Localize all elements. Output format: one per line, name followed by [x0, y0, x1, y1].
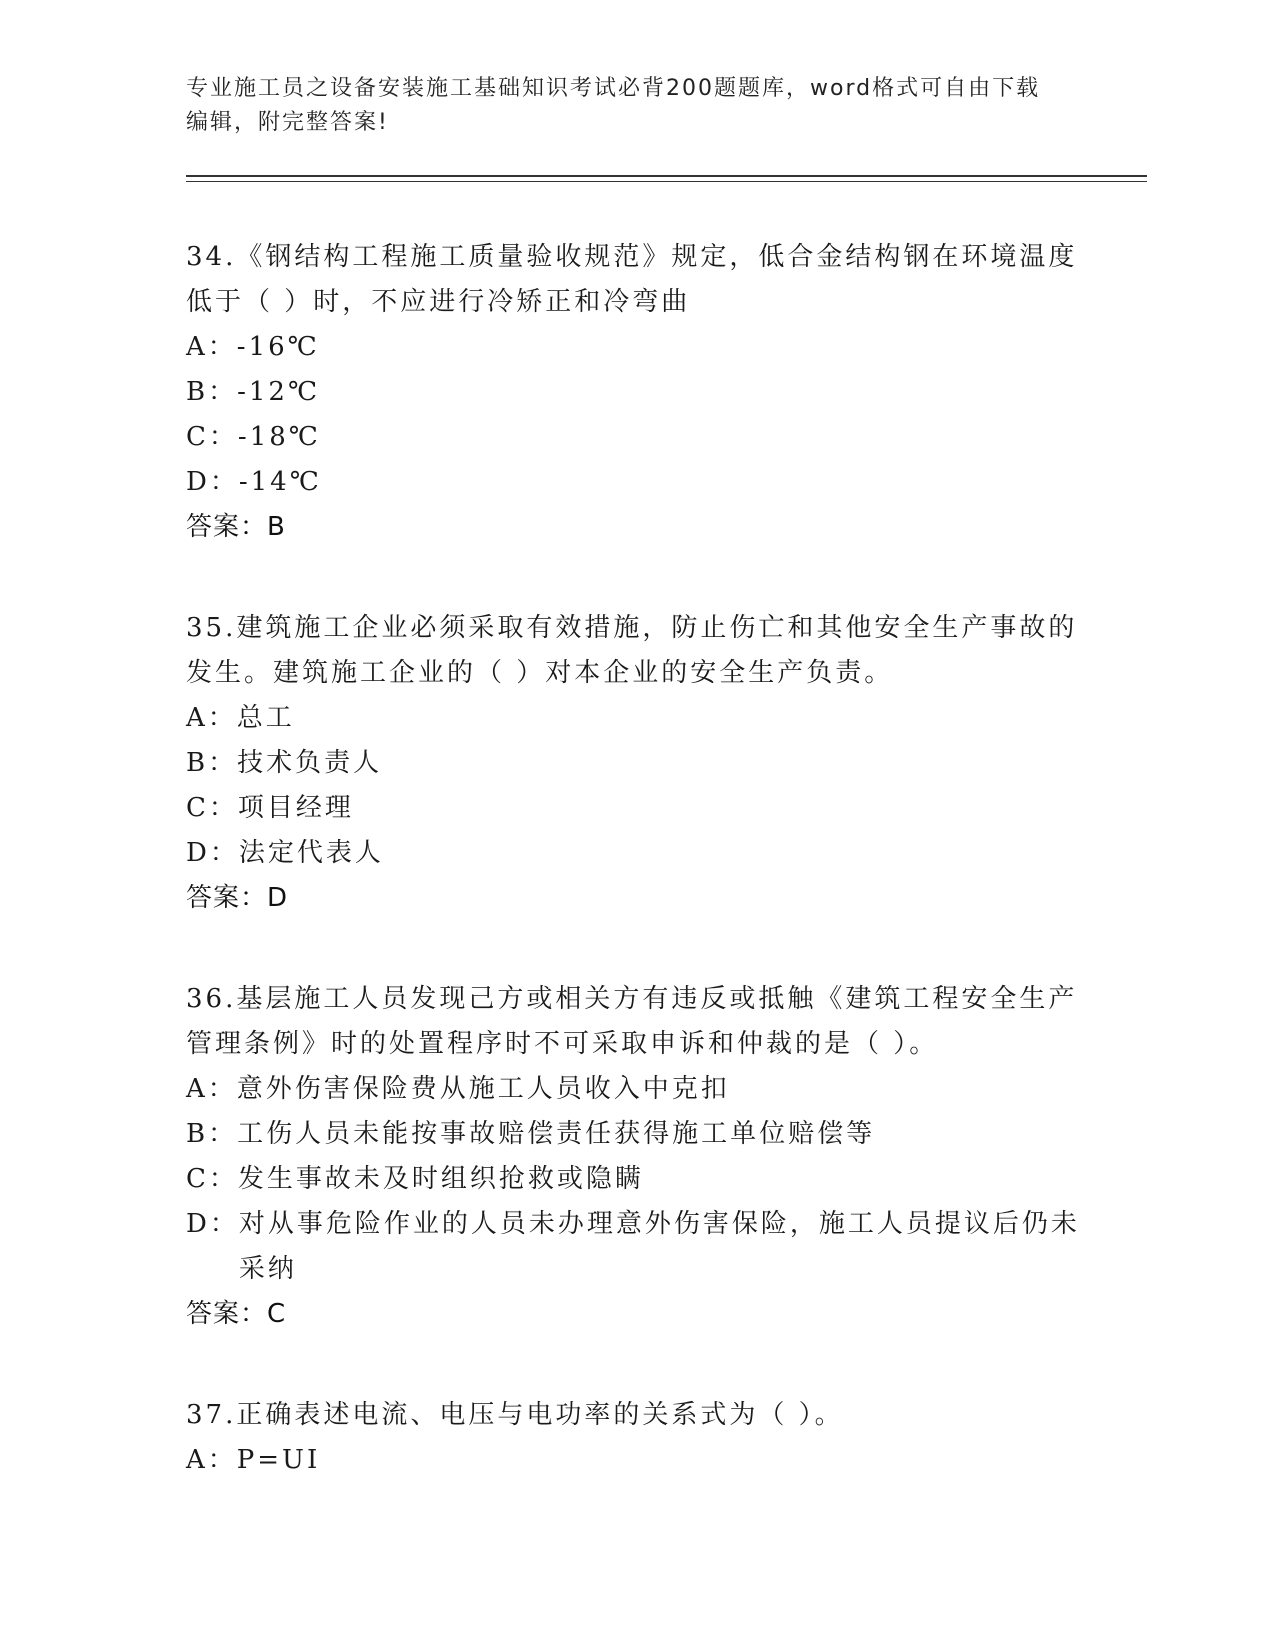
option-key: B： [186, 377, 238, 407]
header-line: 专业施工员之设备安装施工基础知识考试必背200题题库，word格式可自由下载 [186, 76, 1041, 101]
option-c [186, 1157, 1086, 1202]
answer-line: 答案：C [186, 1299, 287, 1329]
option-text: -18℃ [237, 422, 321, 452]
option-a [186, 325, 1086, 370]
option-text: 工伤人员未能按事故赔偿责任获得施工单位赔偿等 [237, 1119, 876, 1149]
option-text: 技术负责人 [237, 748, 383, 778]
option-a [186, 1067, 1086, 1112]
document-header [186, 72, 1086, 140]
option-key: C： [186, 422, 238, 452]
option-key: D： [186, 467, 239, 497]
option-text: -14℃ [238, 467, 322, 497]
option-key: D： [186, 838, 239, 868]
option-key: A： [186, 1445, 237, 1475]
option-text: 项目经理 [237, 793, 354, 823]
question-item [186, 977, 1086, 1337]
option-b [186, 370, 1086, 415]
option-text: -16℃ [236, 332, 320, 362]
option-text: P=UI [236, 1445, 321, 1475]
option-d [186, 460, 1086, 505]
option-key: A： [186, 1074, 237, 1104]
question-item [186, 606, 1086, 921]
option-b [186, 1112, 1086, 1157]
header-divider-thick [186, 175, 1147, 177]
question-stem-line: 35.建筑施工企业必须采取有效措施，防止伤亡和其他安全生产事故的 [186, 613, 1078, 643]
option-text: 法定代表人 [238, 838, 384, 868]
option-key: B： [186, 748, 238, 778]
question-stem-line: 36.基层施工人员发现己方或相关方有违反或抵触《建筑工程安全生产 [186, 984, 1078, 1014]
option-key: C： [186, 1164, 238, 1194]
question-stem-line: 37.正确表述电流、电压与电功率的关系式为（ ）。 [186, 1400, 844, 1430]
option-d [186, 1202, 1086, 1292]
option-text: 意外伤害保险费从施工人员收入中克扣 [236, 1074, 730, 1104]
answer-line: 答案：D [186, 883, 289, 913]
option-key: D： [186, 1209, 239, 1239]
option-key: A： [186, 703, 237, 733]
option-text: 发生事故未及时组织抢救或隐瞒 [237, 1164, 644, 1194]
question-stem-line: 发生。建筑施工企业的（ ）对本企业的安全生产负责。 [186, 658, 894, 688]
option-b [186, 741, 1086, 786]
question-item [186, 235, 1086, 550]
option-text: -12℃ [237, 377, 321, 407]
question-list [186, 235, 1086, 1539]
option-key: B： [186, 1119, 238, 1149]
answer-line: 答案：B [186, 512, 286, 542]
option-key: C： [186, 793, 238, 823]
question-stem-line: 管理条例》时的处置程序时不可采取申诉和仲裁的是（ ）。 [186, 1029, 939, 1059]
header-divider-thin [186, 181, 1147, 182]
header-line: 编辑，附完整答案! [186, 110, 389, 135]
option-text: 对从事危险作业的人员未办理意外伤害保险，施工人员提议后仍未采纳 [238, 1209, 1080, 1284]
option-c [186, 415, 1086, 460]
question-item [186, 1393, 1086, 1483]
option-a [186, 696, 1086, 741]
option-text: 总工 [236, 703, 295, 733]
question-stem-line: 34.《钢结构工程施工质量验收规范》规定，低合金结构钢在环境温度 [186, 242, 1078, 272]
option-key: A： [186, 332, 237, 362]
option-d [186, 831, 1086, 876]
option-c [186, 786, 1086, 831]
option-a [186, 1438, 1086, 1483]
question-stem-line: 低于（ ）时，不应进行冷矫正和冷弯曲 [186, 287, 691, 317]
